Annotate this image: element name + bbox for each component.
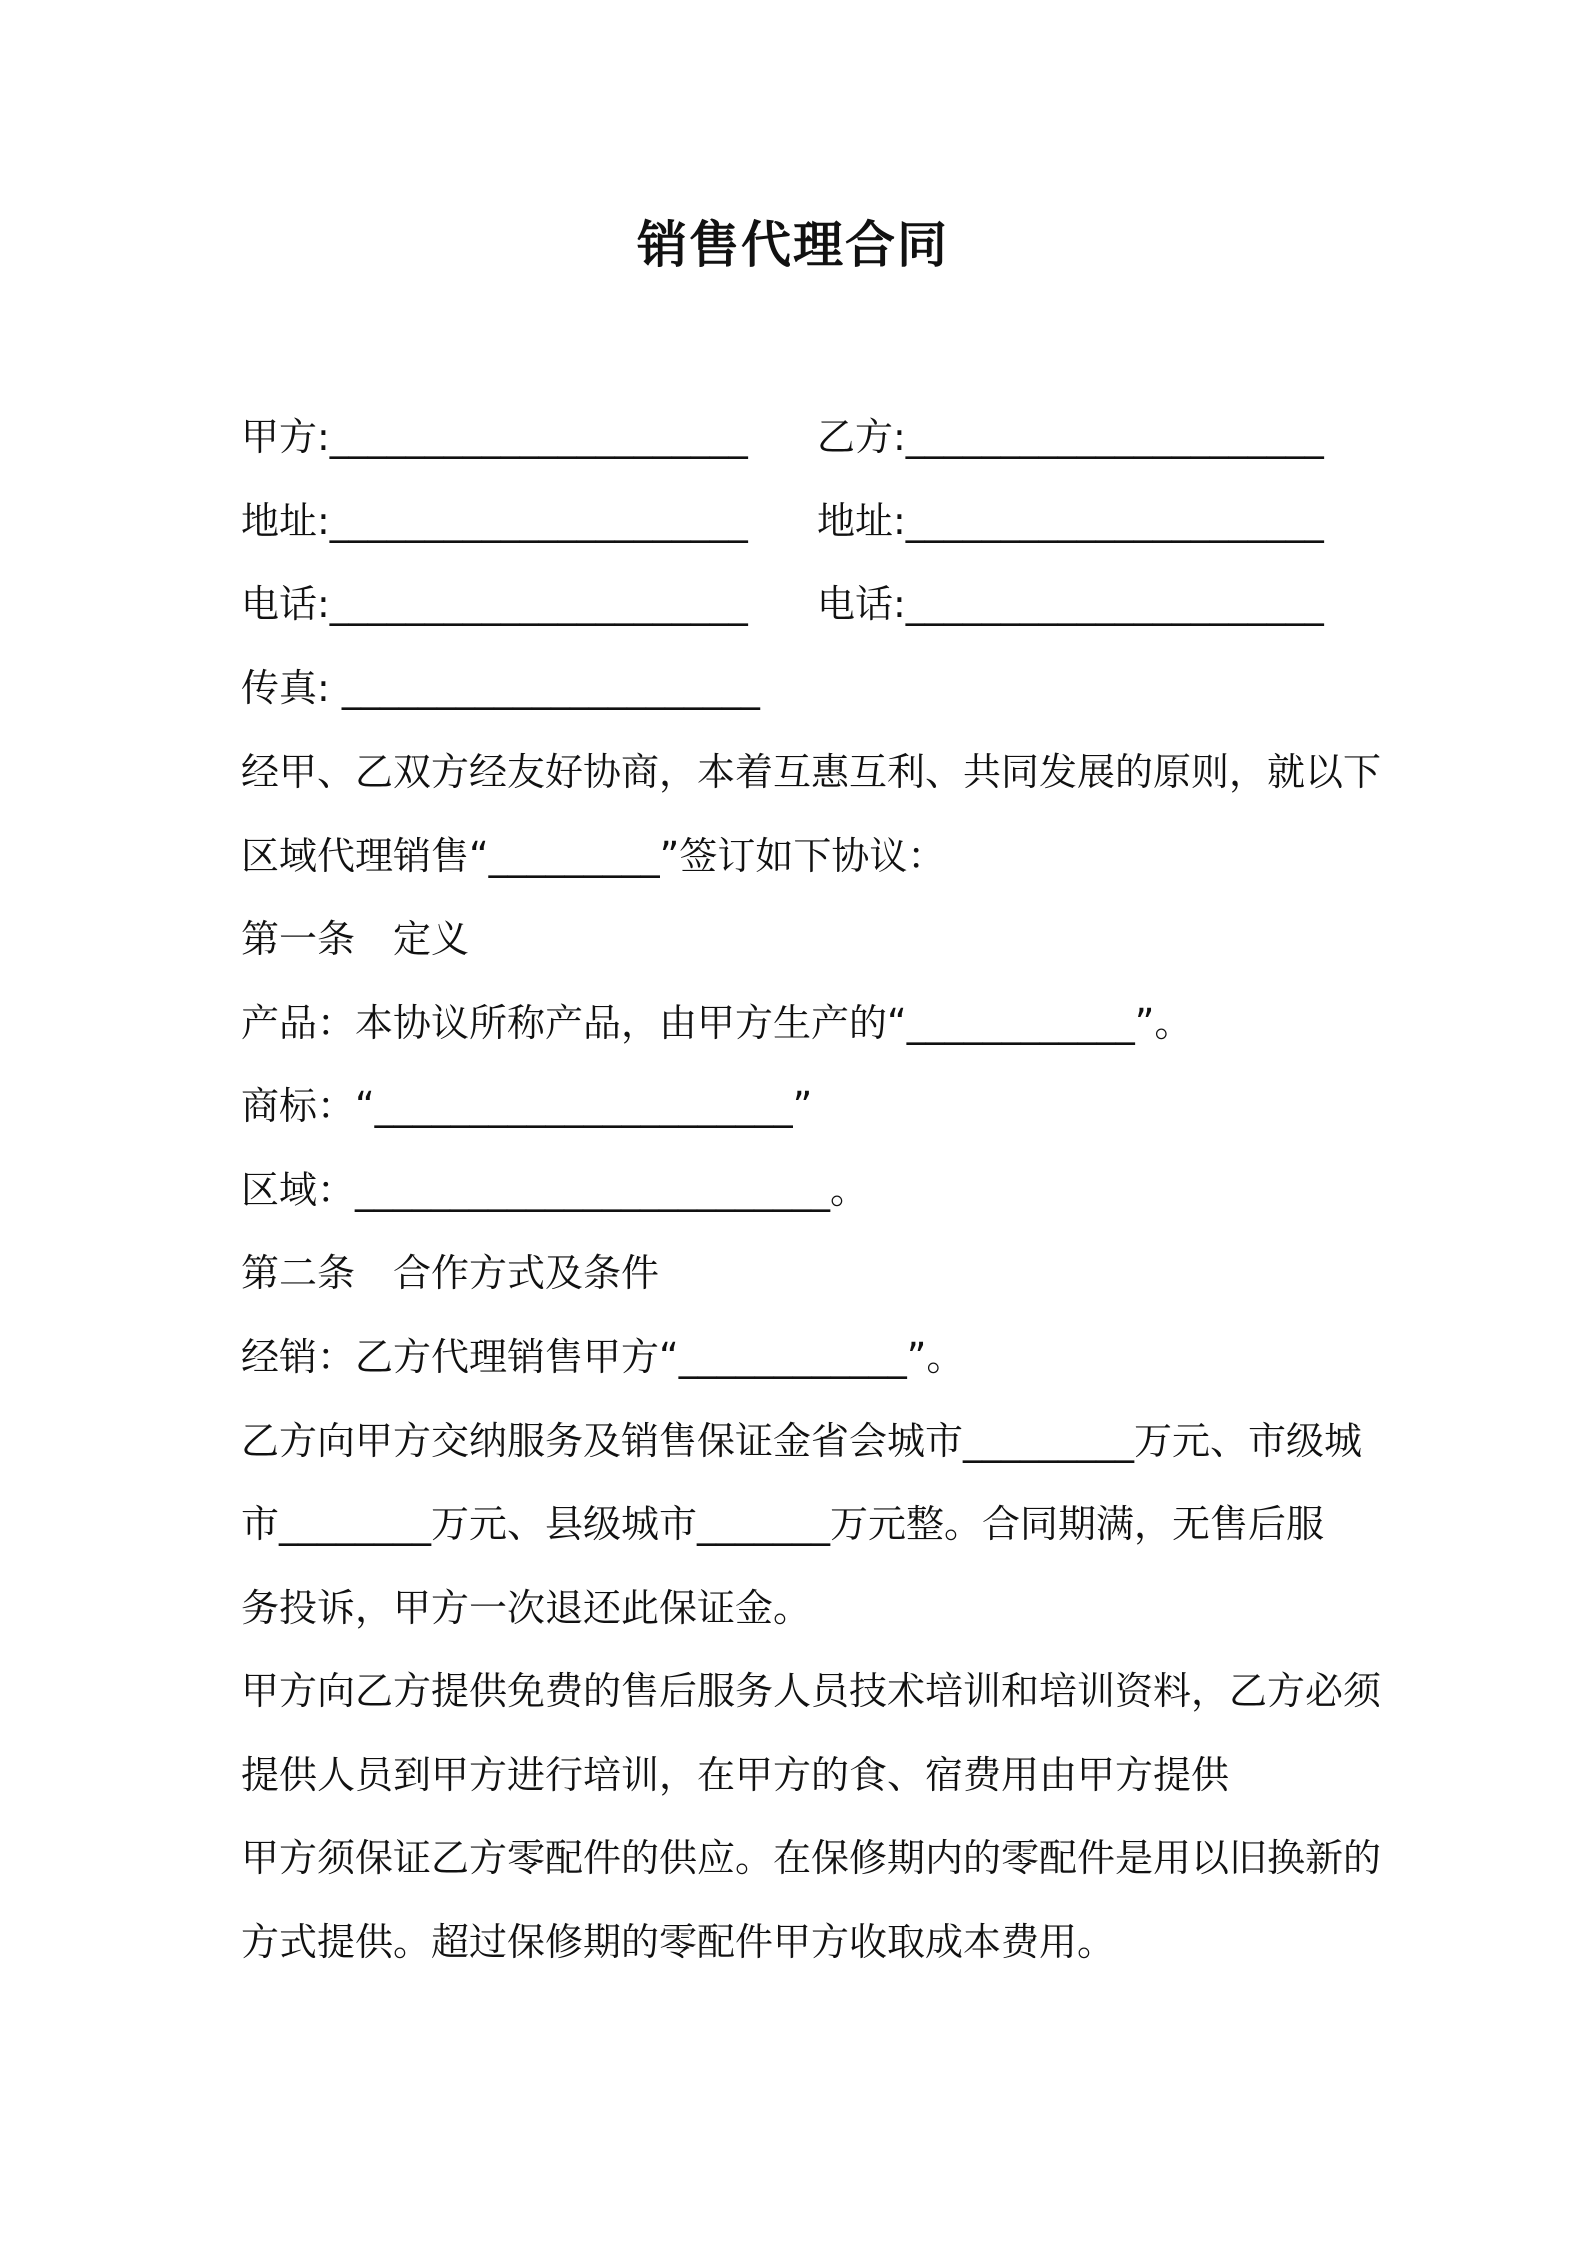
party-a-field: 甲方:______________________ (241, 415, 748, 459)
phone-b-field: 电话:______________________ (817, 582, 1324, 626)
body-paragraph-line: 市________万元、县级城市_______万元整。合同期满，无售后服 (241, 1502, 1325, 1546)
body-paragraph-line: 甲方向乙方提供免费的售后服务人员技术培训和培训资料，乙方必须 (241, 1669, 1382, 1713)
definition-trademark: 商标：“______________________” (241, 1084, 813, 1128)
address-a-field: 地址:______________________ (241, 499, 748, 543)
definition-product: 产品：本协议所称产品，由甲方生产的“____________”。 (241, 1001, 1193, 1045)
body-paragraph-line: 经销：乙方代理销售甲方“____________”。 (241, 1335, 965, 1379)
body-paragraph-line: 务投诉，甲方一次退还此保证金。 (241, 1586, 812, 1630)
body-paragraph-line: 经甲、乙双方经友好协商，本着互惠互利、共同发展的原则，就以下 (241, 750, 1382, 794)
article-heading: 第一条 定义 (241, 917, 470, 961)
document-title: 销售代理合同 (637, 216, 949, 274)
party-b-field: 乙方:______________________ (817, 415, 1324, 459)
body-paragraph-line: 区域代理销售“_________”签订如下协议： (241, 834, 946, 878)
body-paragraph-line: 甲方须保证乙方零配件的供应。在保修期内的零配件是用以旧换新的 (241, 1836, 1382, 1880)
body-paragraph-line: 提供人员到甲方进行培训，在甲方的食、宿费用由甲方提供 (241, 1753, 1230, 1797)
fax-field: 传真: ______________________ (241, 666, 760, 710)
address-b-field: 地址:______________________ (817, 499, 1324, 543)
definition-region: 区域：_________________________。 (241, 1168, 869, 1212)
body-paragraph-line: 方式提供。超过保修期的零配件甲方收取成本费用。 (241, 1920, 1116, 1964)
body-paragraph-line: 乙方向甲方交纳服务及销售保证金省会城市_________万元、市级城 (241, 1419, 1363, 1463)
phone-a-field: 电话:______________________ (241, 582, 748, 626)
article-heading: 第二条 合作方式及条件 (241, 1251, 660, 1295)
